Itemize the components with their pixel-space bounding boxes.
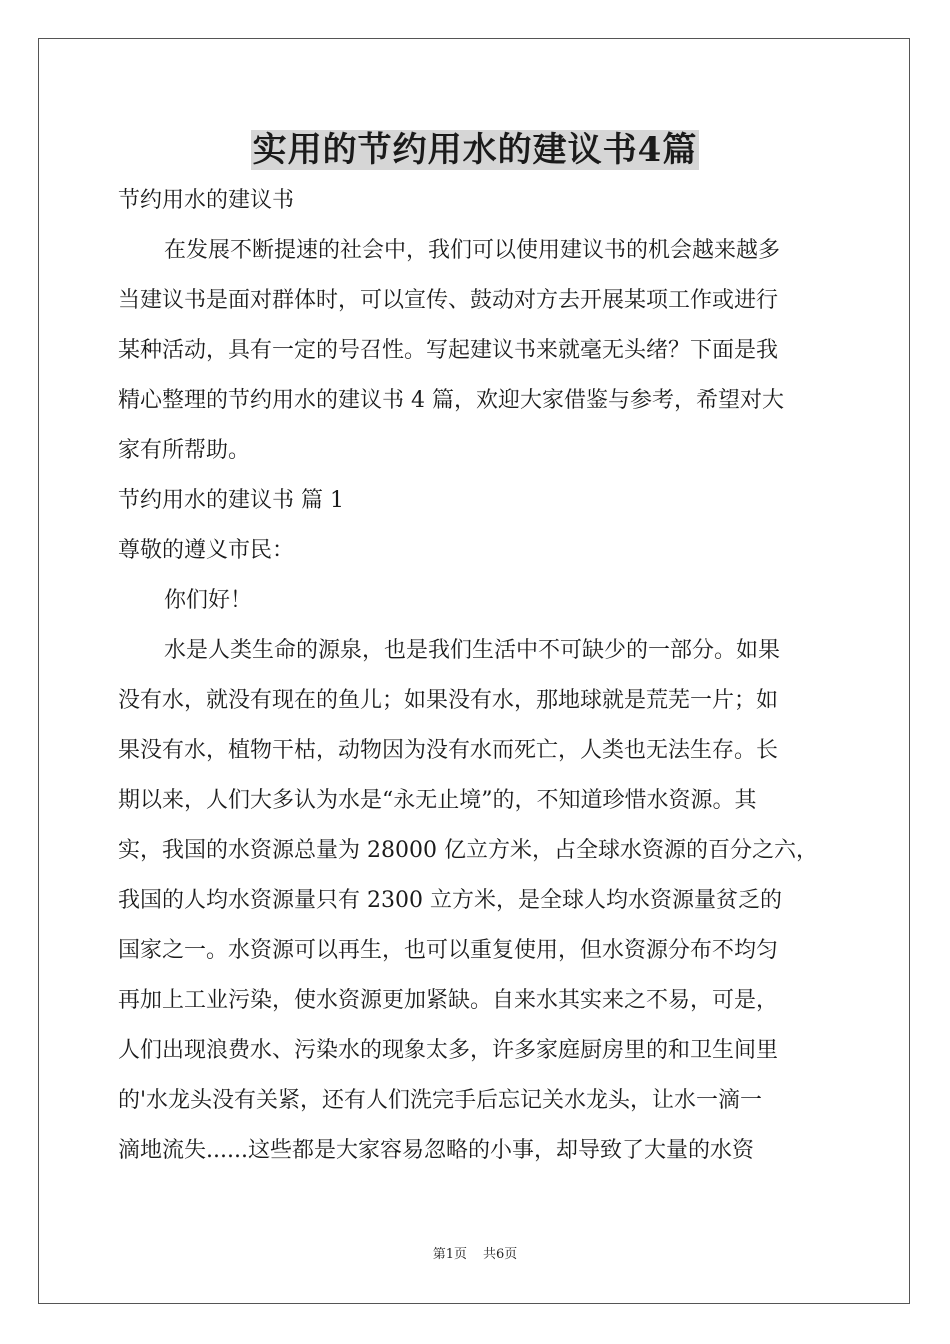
paragraph-line: 国家之一。水资源可以再生，也可以重复使用，但水资源分布不均匀	[118, 938, 779, 963]
document-title-text: 实用的节约用水的建议书4篇	[252, 130, 698, 170]
paragraph-line: 的'水龙头没有关紧，还有人们洗完手后忘记关水龙头，让水一滴一	[118, 1088, 763, 1113]
paragraph-line: 我国的人均水资源量只有 2300 立方米，是全球人均水资源量贫乏的	[118, 888, 782, 913]
document-title	[0, 127, 950, 173]
paragraph-line: 当建议书是面对群体时，可以宣传、鼓动对方去开展某项工作或进行	[118, 288, 779, 313]
paragraph-line: 没有水，就没有现在的鱼儿；如果没有水，那地球就是荒芜一片；如	[118, 688, 779, 713]
salutation: 尊敬的遵义市民：	[118, 538, 295, 563]
paragraph-line: 果没有水，植物干枯，动物因为没有水而死亡，人类也无法生存。长	[118, 738, 779, 763]
section-heading: 节约用水的建议书 篇 1	[118, 488, 344, 513]
paragraph-line: 实，我国的水资源总量为 28000 亿立方米，占全球水资源的百分之六，	[118, 838, 818, 863]
page-footer	[0, 1246, 950, 1264]
document-body	[118, 176, 840, 1176]
paragraph-line: 滴地流失......这些都是大家容易忽略的小事，却导致了大量的水资	[118, 1138, 754, 1163]
page-total: 共6页	[483, 1247, 518, 1262]
page-number: 第1页	[432, 1247, 467, 1262]
paragraph-line: 在发展不断提速的社会中，我们可以使用建议书的机会越来越多	[164, 238, 781, 263]
paragraph-line: 再加上工业污染，使水资源更加紧缺。自来水其实来之不易，可是，	[118, 988, 779, 1013]
paragraph-line: 家有所帮助。	[118, 438, 251, 463]
paragraph-line: 水是人类生命的源泉，也是我们生活中不可缺少的一部分。如果	[164, 638, 781, 663]
paragraph-line: 人们出现浪费水、污染水的现象太多，许多家庭厨房里的和卫生间里	[118, 1038, 779, 1063]
paragraph-line: 精心整理的节约用水的建议书 4 篇，欢迎大家借鉴与参考，希望对大	[118, 388, 784, 413]
paragraph-line: 某种活动，具有一定的号召性。写起建议书来就毫无头绪？下面是我	[118, 338, 779, 363]
paragraph-line: 期以来，人们大多认为水是“永无止境”的，不知道珍惜水资源。其	[118, 788, 757, 813]
greeting: 你们好！	[164, 588, 253, 613]
section-heading: 节约用水的建议书	[118, 188, 295, 213]
